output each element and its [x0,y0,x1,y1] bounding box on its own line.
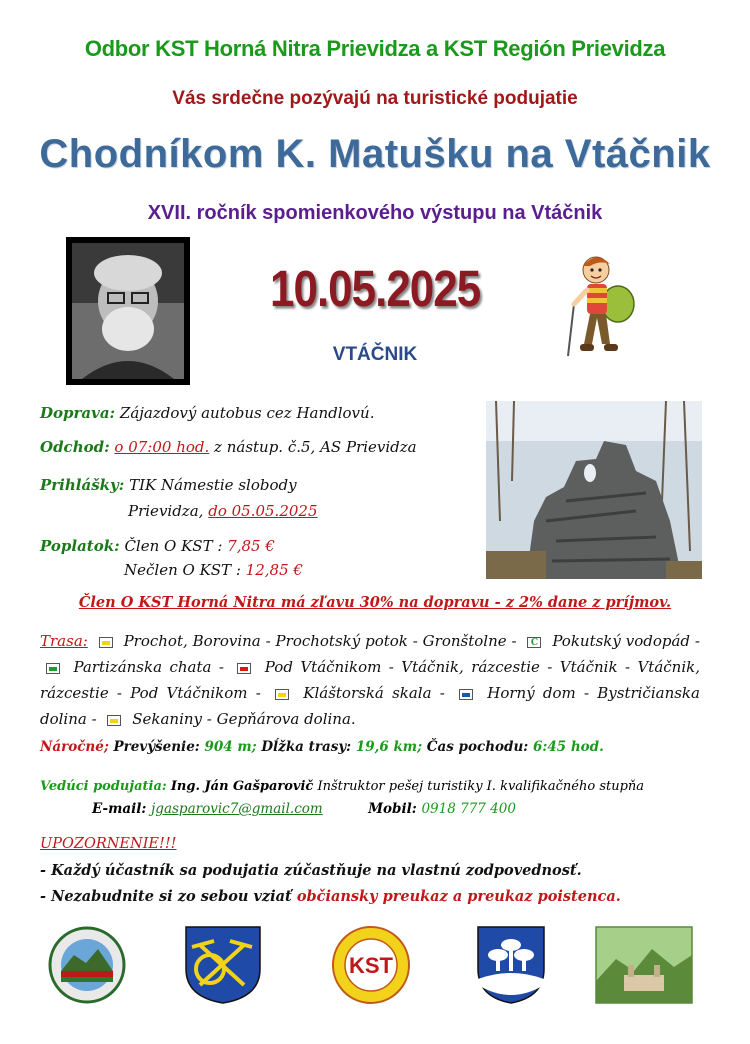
discount-notice: Člen O KST Horná Nitra má zľavu 30% na dopravu - z 2% dane z príjmov. [78,594,672,611]
registration-label: Prihlášky: [40,476,125,494]
warning-line-2 [40,888,621,905]
length-label: Dĺžka trasy: [261,739,352,755]
fee-member-label: Člen O KST : [124,537,223,555]
yellow-marker-icon [99,637,113,648]
departure-label: Odchod: [40,438,110,456]
elevation-value: 904 m; [204,739,257,755]
rock-formation-photo [486,401,702,579]
route-segment: Sekaniny - Gepňárova dolina. [132,710,356,728]
route-stats [40,739,604,755]
registration-deadline: do 05.05.2025 [208,502,318,520]
time-value: 6:45 hod. [532,739,604,755]
invite-heading: Vás srdečne pozývajú na turistické podujatie [172,88,578,109]
route-description [40,628,700,732]
event-place: VTÁČNIK [332,344,418,365]
departure-row [40,438,417,456]
registration-row-2 [128,502,318,520]
kst-logo-text: KST [349,953,393,978]
difficulty: Náročné; [40,739,109,755]
email-link[interactable]: jgasparovic7@gmail.com [151,801,323,817]
length-value: 19,6 km; [355,739,423,755]
green-marker-icon [46,663,60,674]
fee-row [40,537,275,555]
registration-line1: TIK Námestie slobody [129,476,297,494]
leader-role: Inštruktor pešej turistiky I. kvalifikačného stupňa [317,779,645,794]
yellow-marker-icon [275,689,289,700]
warning-title: UPOZORNENIE!!! [40,836,177,852]
fee-member-value: 7,85 € [227,537,275,555]
contact-row [92,801,516,817]
transport-value: Zájazdový autobus cez Handlovú. [119,404,375,422]
departure-place: z nástup. č.5, AS Prievidza [214,438,417,456]
phone-label: Mobil: [368,801,417,817]
kst-horna-nitra-logo [594,925,694,1005]
town-coat-of-arms-2 [466,925,556,1005]
phone-value: 0918 777 400 [421,801,516,817]
route-segment: Pokutský vodopád - [552,632,700,650]
blue-marker-icon [459,689,473,700]
leader-label: Vedúci podujatia: [40,779,167,794]
yellow-marker-icon [107,715,121,726]
fee-label: Poplatok: [40,537,120,555]
route-segment: Kláštorská skala - [303,684,445,702]
route-segment: Prochot, Borovina - Prochotský potok - Gronštolne - [123,632,517,650]
route-label: Trasa: [40,632,88,650]
event-date: 10.05.2025 [270,261,481,318]
registration-line2: Prievidza, [128,502,204,520]
event-subtitle: XVII. ročník spomienkového výstupu na Vtáčnik [147,202,603,224]
warning-line-1: - Každý účastník sa podujatia zúčastňuje na vlastnú zodpovednosť. [40,862,582,879]
leader-row [40,779,644,794]
registration-row [40,476,297,494]
time-label: Čas pochodu: [426,739,529,755]
kst-club-logo [326,925,416,1005]
hiker-illustration [560,252,640,364]
route-segment: Pod Vtáčnikom - Vtáčnik, rázcestie - Vtáčnik - Vtáčnik, rázcestie - Pod Vtáčnikom - [40,658,700,702]
kst-region-prievidza-logo [42,925,132,1005]
email-label: E-mail: [92,801,147,817]
route-segment: Horný dom - Bystričianska dolina - [40,684,700,728]
organizers-heading: Odbor KST Horná Nitra Prievidza a KST Región Prievidza [84,36,666,61]
transport-row [40,404,374,422]
elevation-label: Prevýšenie: [113,739,200,755]
event-title: Chodníkom K. Matušku na Vtáčnik [39,132,711,176]
fee-row-2 [124,561,303,579]
warning-line-2-prefix: - Nezabudnite si zo sebou vziať [40,888,292,905]
leader-name: Ing. Ján Gašparovič [170,779,314,794]
town-coat-of-arms-1 [178,925,268,1005]
route-segment: Partizánska chata - [73,658,224,676]
transport-label: Doprava: [40,404,116,422]
fee-nonmember-label: Nečlen O KST : [124,561,241,579]
warning-line-2-highlight: občiansky preukaz a preukaz poistenca. [296,888,621,905]
departure-time: o 07:00 hod. [114,438,210,456]
green-local-marker-icon: C [527,637,541,648]
fee-nonmember-value: 12,85 € [245,561,303,579]
red-marker-icon [237,663,251,674]
portrait-photo [66,237,190,385]
